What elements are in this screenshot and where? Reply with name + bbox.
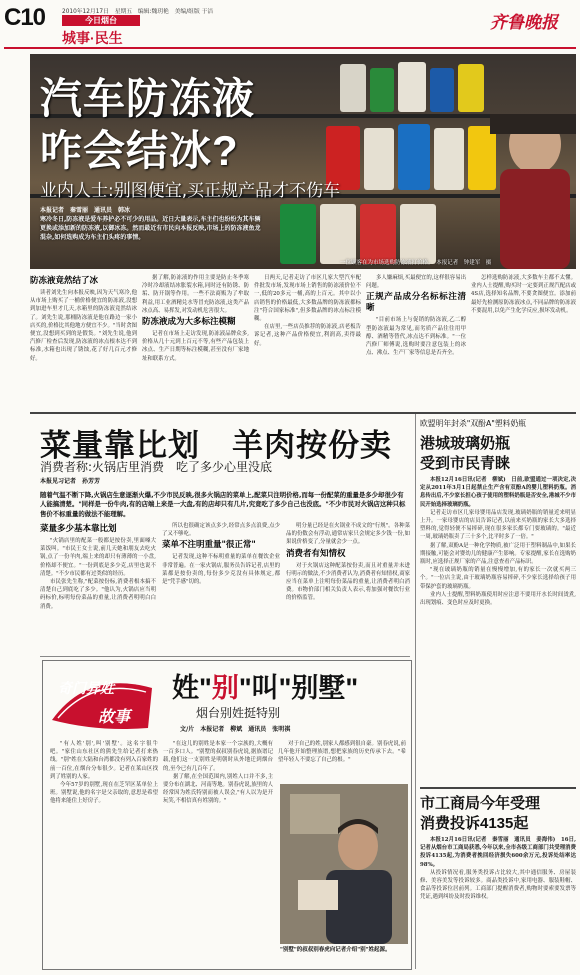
story1-photo-caption: 一位顾客在为市场选购防冻液打价格。 本报记者 钟建军 摄	[340, 260, 492, 266]
story1-col1-text: 读者刘先生向本报反映,因为天气寒冷,他从市场上购买了一桶价格便宜的防冻液,没想到加进车里才几天,水箱里的防冻液竟然结冰了。刘先生说,那桶防冻液是他在路边一家小店买的,价格比其他地方便宜不少。"当时贪图便宜,没想到买到的是假货。"刘先生说,他到汽修厂检查后发现,防冻液的冰点根本达不到标准,水箱也出现了锈蚀,花了好几百元才修好。	[30, 290, 137, 362]
story5-title-post: "叫"别墅"	[238, 673, 359, 703]
story4-body-p2: 从投诉情况看,服务类投诉占比较大,其中通信服务、房屋装修、美容美发等投诉较多。商品类投诉中,家用电器、服装鞋帽、食品等投诉位居前列。工商部门提醒消费者,购物时要索要发票等凭证,遇到纠纷及时投诉维权。	[420, 869, 576, 901]
column-logo-line1: 奇门异姓	[58, 680, 114, 696]
story5-col3	[278, 740, 406, 780]
story3-body-p3: 据了解,双酚A是一种化学物质,被广泛用于塑料制品中,如果长期接触,可能会对婴幼儿的健康产生影响。专家提醒,家长在选购奶瓶时,应选择正规厂家的产品,注意查看产品标识。	[420, 542, 576, 566]
story1-col3-text: 日两天,记者走访了市区几家大型汽车配件批发市场,发现市场上销售的防冻液价位不一,低的20多元一桶,高的上百元。其中以小店销售的价格最低,大多数品牌的防冻液都标注"符合国家标准",但多数品牌的冰点标注模糊。	[254, 275, 361, 323]
masthead-logo: 齐鲁晚报	[490, 13, 558, 33]
story5-photo-caption: "别墅"的叔叔别春虎向记者介绍"别"姓起源。	[280, 947, 391, 953]
story3-body-p1: 本报12月16日讯(记者 柳斌) 日前,欧盟通过一项决定,决定从2011年3月1日起禁止生产含有双酚A的婴儿塑料奶瓶。消息传出后,不少家长担心孩子使用的塑料奶瓶是否安全,港城不少市民开始选择玻璃奶瓶。	[420, 477, 576, 508]
story4-title-line1: 市工商局今年受理	[420, 795, 541, 812]
section-name: 城事·民生	[62, 30, 123, 46]
story2-col3	[286, 522, 410, 650]
story2-subhead1: 菜量多少基本靠比划	[40, 524, 117, 534]
story2-col2-text: 所以也很确定该点多少,经常点多点浪费,点少了又不够吃。	[162, 523, 280, 538]
story1-col4b-text: "目前市场上与促销的防冻液,乙二醇型防冻液最为常见,而劣质产品往往用甲醇、酒精等替代,冰点达不到标准。"一位汽修厂师傅说,选购时要注意包装上的冰点、沸点、生产厂家等信息是否齐全。	[366, 317, 466, 357]
story2-col1	[40, 522, 156, 650]
story3-banner: 欧盟明年封杀"双酚A"塑料奶瓶	[420, 419, 527, 428]
story5-subtitle: 烟台别姓挺特别	[196, 706, 281, 720]
story5-title	[172, 666, 358, 705]
page-number: C10	[4, 4, 46, 31]
story5-col1	[50, 740, 158, 965]
story-divider-2	[40, 656, 410, 657]
story5-reporters: 文/片 本报记者 柳斌 通讯员 张明祺	[180, 726, 291, 733]
story3-body-p2: 记者走访市区几家母婴用品店发现,玻璃奶瓶的销量近来明显上升。一家母婴店的店员告诉记者,以前来买奶瓶的家长大多选择塑料的,觉得轻便不易摔碎,现在很多家长都专门要玻璃的。"最近一周,玻璃奶瓶卖了三十多个,比平时多了一倍。"	[420, 509, 576, 541]
story5-col2	[163, 740, 273, 965]
story4-body-p1: 本报12月16日讯(记者 秦雪丽 通讯员 姜海伟) 16日,记者从烟台市工商局获悉,今年以来,全市各级工商部门共受理消费投诉4135起,为消费者挽回经济损失600余万元,投诉处结率达98%。	[420, 837, 576, 868]
story2-col3b-text: 对于火锅店这种配菜按份卖,而且对重量并未进行明示的做法,不少消费者认为,消费者有知情权,商家应当在菜单上注明每份菜品的重量,让消费者明白消费。市物价部门相关负责人表示,将加强对餐饮行业的价格监管。	[286, 562, 410, 602]
story5-col3-text: 对于自己的姓,别家人都感到很自豪。别春虎说,前几年他开始整理族谱,想把家族的历史传承下去。"希望年轻人不要忘了自己的根。"	[278, 741, 406, 764]
story3-body	[420, 476, 576, 781]
story3-body-p5: 业内人士提醒,塑料奶瓶使用时应注意不要用开水长时间烫煮,出现划痕、变色时应及时更换。	[420, 591, 576, 607]
story2-col3-text: 明分量已经是在火锅业不成文的"行规"。各种菜品的份数会有浮动,通常店家只会规定多少钱一份,如果说价格变了,分量就会少一点。	[286, 523, 410, 546]
story1-col3b-text: 在店里,一些店员推荐的防冻液,店老板告诉记者,这种产品价格便宜,利润高,卖得最好。	[254, 324, 361, 347]
story5-col1b-text: 今年57岁的别墅,现在在芝罘区某单位上班。别墅说,他的名字是父亲取的,意思是希望他将来能住上好房子。	[50, 782, 158, 805]
story5-title-pre: 姓"	[172, 673, 212, 703]
story1-subtitle: 业内人士:别图便宜,买正规产品才不伤车	[40, 181, 341, 201]
story2-subhead2: 菜单不注明重量"很正常"	[162, 540, 256, 551]
story5-column-logo	[48, 668, 156, 734]
story5-col2b-text: 据了解,在全国范围内,别姓人口并不多,主要分布在湖北、河南等地。别春虎说,族里的人经常因为姓氏特别而被人误会,"有人以为是开玩笑,不相信真有姓别的。"	[163, 773, 273, 805]
story2-reporters: 本报见习记者 孙芳芳	[40, 478, 101, 485]
story3-title-line2: 受到市民青睐	[420, 455, 511, 472]
story1-subhead1: 防冻液竟然结了冰	[30, 276, 99, 286]
section-top-label: 今日烟台	[62, 15, 140, 26]
column-logo-line2: 故事	[98, 709, 131, 726]
story2-col1b-text: 市民张先生称,"配菜按份标,消费者根本搞不清楚自己到底吃了多少。"他认为,火锅店应当明码标价,标明每份菜品的重量,让消费者明明白白消费。	[40, 579, 156, 610]
story2-subtitle: 消费者称:火锅店里消费 吃了多少心里没底	[40, 460, 273, 474]
story1-title-line1: 汽车防冻液	[40, 75, 256, 122]
story1-col2b-text: 记者在市场上走访发现,防冻液品牌众多,价格从几十元到上百元不等,有些产品包装上冰点、生产日期等标注模糊,甚至没有厂家地址和联系方式。	[142, 331, 249, 362]
story2-subhead3: 消费者有知情权	[286, 548, 346, 559]
story1-title-line2: 咋会结冰?	[40, 127, 239, 174]
story2-col1-text: "火锅店里的配菜一般都是按份卖,里面嗓大菜饭叫。"市民王女士说,前几天她和朋友去吃火锅,点了一份羊肉,端上来的却只有薄薄的一小盘,价格却不便宜。"一份到底是多少克,店里也说不清楚。"不少市民都有过类似的经历。	[40, 538, 156, 577]
column-divider-right	[415, 414, 416, 969]
story5-col1-text: "有人姓'别',叫'别墅'。这名字很牛吧。"家住山东社区的熊先生给记者打来热线。"别"姓在大陆和台湾都没有列入百家姓的前一百位,在烟台分布很少。记者在莱山区找到了姓别的人家。	[50, 741, 158, 780]
story1-col4-text: 多人嫌麻烦,买最便宜的,这样很容易出问题。	[366, 275, 466, 290]
story5-photo	[280, 784, 408, 944]
story2-title: 菜量靠比划 羊肉按份卖	[40, 428, 392, 463]
story1-reporters: 本报记者 秦雪丽 通讯员 韩冰	[40, 207, 131, 214]
header-rule	[4, 47, 576, 49]
story5-title-char: 别	[211, 673, 239, 703]
story1-subhead3: 正规产品成分名标标注清晰	[366, 292, 466, 314]
story2-lead: 随着气温不断下降,火锅店生意逐渐火爆,不少市民反映,很多火锅店的菜单上,配菜只注明价格,而每一份配菜的重量是多少却很少有人能搞清楚。"同样是一份牛肉,有的店端上来是一大盘,有的店却只有几片,究竟吃了多少自己也没底。"不少市民对火锅店这种只标售价不标重量的做法不能理解。	[40, 491, 406, 518]
story-divider-1	[30, 412, 576, 414]
story1-col2-text: 据了解,防冻液的作用主要是防止冬季寒冷时冷却液结冰胀裂水箱,同时还有防锈、防垢、防开锅等作用。一些不法商贩为了牟取利益,用工业酒精兑水等冒充防冻液,这类产品冰点高、易挥发,对发动机危害很大。	[142, 275, 249, 314]
story-divider-right	[420, 787, 576, 789]
man-portrait-graphic	[280, 784, 408, 944]
story3-title-line1: 港城玻璃奶瓶	[420, 435, 511, 452]
story2-col2	[162, 522, 280, 650]
story5-col2-text: "在这儿的别姓是本家一个宗族的,大概有一百多口人。"别墅的叔叔别春虎说,据族谱记载,他们这一支别姓是明朝时从外地迁到烟台的,至今已有几百年了。	[163, 741, 273, 772]
story3-body-p4: "现在玻璃奶瓶的销量在慢慢增加,有的家长一次就买两三个。"一位店主说,由于玻璃奶瓶容易摔碎,不少家长选择给孩子用带保护套的玻璃奶瓶。	[420, 567, 576, 590]
story2-col2b-text: 记者发现,这种不标明重量的菜单在餐饮企业非常普遍。在一家火锅店,服务员告诉记者,店里的菜都是按份卖的,每份多少克没有具体规定,都是"凭手感"切的。	[162, 554, 280, 586]
story1-col5-text: 怎样选购防冻液,大多数车主都不太懂。业内人士提醒,购买时一定要到正规汽配店或4S店,选择知名品牌,不要贪图便宜。添加前最好先检测原防冻液冰点,不同品牌的防冻液不要混用,以免产生化学反应,损坏发动机。	[471, 275, 576, 314]
story1-lead: 寒冷冬日,防冻液是爱车养护必不可少的用品。近日大量表示,车主们也纷纷为其车辆更换或添加新的防冻液,以御冰冻。然而最近有市民向本报反映,市场上的防冻液鱼龙混杂,如何选购成为车主们头疼的事情。	[40, 216, 261, 242]
story4-body	[420, 836, 576, 969]
date-line: 2010年12月17日 星期五 编辑:魏玥艳 美编/组版 于洁	[62, 9, 214, 15]
story1-subhead2: 防冻液成为大多标注模糊	[142, 317, 236, 328]
story4-title-line2: 消费投诉4135起	[420, 815, 529, 832]
